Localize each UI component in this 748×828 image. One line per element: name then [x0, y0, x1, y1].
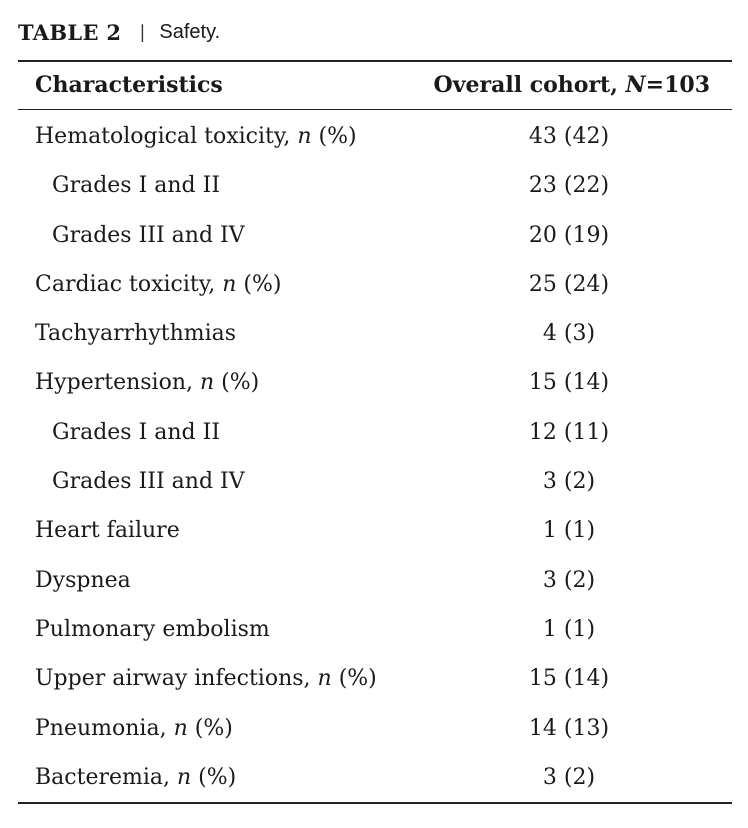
row-value: 43 (42) — [528, 124, 610, 149]
row-characteristic-label: Tachyarrhythmias — [35, 321, 237, 347]
table-row — [18, 309, 732, 358]
table-row — [18, 556, 732, 605]
row-percent-suffix: (%) — [331, 666, 377, 692]
row-characteristic-label: Grades I and II — [52, 173, 221, 199]
table-row — [18, 211, 732, 260]
row-characteristic-label: Grades III and IV — [52, 222, 245, 248]
row-characteristic — [35, 358, 259, 407]
header-cohort-n-value: =103 — [645, 72, 710, 98]
table-row — [18, 358, 732, 407]
row-value: 23 (22) — [528, 173, 610, 199]
row-characteristic-label: Grades I and II — [52, 419, 221, 445]
row-n-symbol: n — [222, 271, 237, 297]
row-characteristic-label: Pulmonary embolism — [35, 616, 270, 642]
row-value: 14 (13) — [528, 715, 610, 741]
table-row — [18, 161, 732, 210]
caption-separator: | — [139, 21, 146, 43]
table-body — [18, 112, 732, 802]
row-characteristic-label: Heart failure — [35, 518, 180, 544]
row-characteristic — [52, 408, 220, 457]
table-row — [18, 605, 732, 654]
row-characteristic-label: Cardiac toxicity, — [35, 271, 223, 297]
row-value: 12 (11) — [528, 419, 610, 445]
table-row — [18, 408, 732, 457]
row-n-symbol: n — [173, 715, 188, 741]
row-characteristic — [52, 161, 220, 210]
row-value: 3 (2) — [542, 469, 596, 495]
row-characteristic — [35, 112, 357, 161]
header-overall-cohort — [434, 62, 710, 109]
row-n-symbol: n — [317, 666, 332, 692]
row-value: 4 (3) — [542, 321, 596, 347]
row-characteristic — [35, 753, 236, 802]
row-value: 1 (1) — [542, 616, 596, 642]
row-characteristic — [35, 309, 236, 358]
row-n-symbol: n — [200, 370, 215, 396]
row-characteristic-label: Pneumonia, — [35, 715, 174, 741]
table-row — [18, 753, 732, 802]
row-characteristic-label: Dyspnea — [35, 567, 131, 593]
table-caption — [18, 18, 220, 46]
row-characteristic — [35, 506, 180, 555]
header-cohort-prefix: Overall cohort, — [433, 72, 626, 98]
row-percent-suffix: (%) — [311, 124, 357, 149]
row-value: 15 (14) — [528, 666, 610, 692]
table-label: TABLE 2 — [18, 19, 122, 45]
row-value: 3 (2) — [542, 567, 596, 593]
row-characteristic-label: Hypertension, — [35, 370, 200, 396]
row-value: 25 (24) — [528, 271, 610, 297]
row-characteristic — [35, 654, 377, 703]
row-characteristic — [35, 605, 270, 654]
row-characteristic — [35, 556, 131, 605]
header-characteristics: Characteristics — [35, 72, 223, 98]
row-characteristic — [35, 260, 282, 309]
table-title: Safety. — [159, 20, 221, 43]
row-percent-suffix: (%) — [236, 271, 282, 297]
table-row — [18, 506, 732, 555]
row-value: 20 (19) — [528, 222, 610, 248]
row-value: 1 (1) — [542, 518, 596, 544]
row-percent-suffix: (%) — [214, 370, 260, 396]
row-n-symbol: n — [177, 764, 192, 790]
table-row — [18, 457, 732, 506]
table-bottom-rule — [18, 802, 732, 804]
row-n-symbol: n — [297, 124, 312, 149]
header-cohort-n-symbol: N — [625, 72, 646, 98]
row-characteristic-label: Grades III and IV — [52, 469, 245, 495]
row-percent-suffix: (%) — [191, 764, 237, 790]
row-characteristic-label: Hematological toxicity, — [35, 124, 298, 149]
row-value: 15 (14) — [528, 370, 610, 396]
row-characteristic-label: Bacteremia, — [35, 764, 178, 790]
table-row — [18, 704, 732, 753]
table-header-rule — [18, 109, 732, 110]
row-value: 3 (2) — [542, 764, 596, 790]
table-header — [18, 62, 732, 109]
row-characteristic — [52, 211, 245, 260]
table-row — [18, 260, 732, 309]
row-percent-suffix: (%) — [187, 715, 233, 741]
table-row — [18, 112, 732, 161]
row-characteristic — [52, 457, 245, 506]
table-row — [18, 654, 732, 703]
row-characteristic-label: Upper airway infections, — [35, 666, 318, 692]
row-characteristic — [35, 704, 233, 753]
